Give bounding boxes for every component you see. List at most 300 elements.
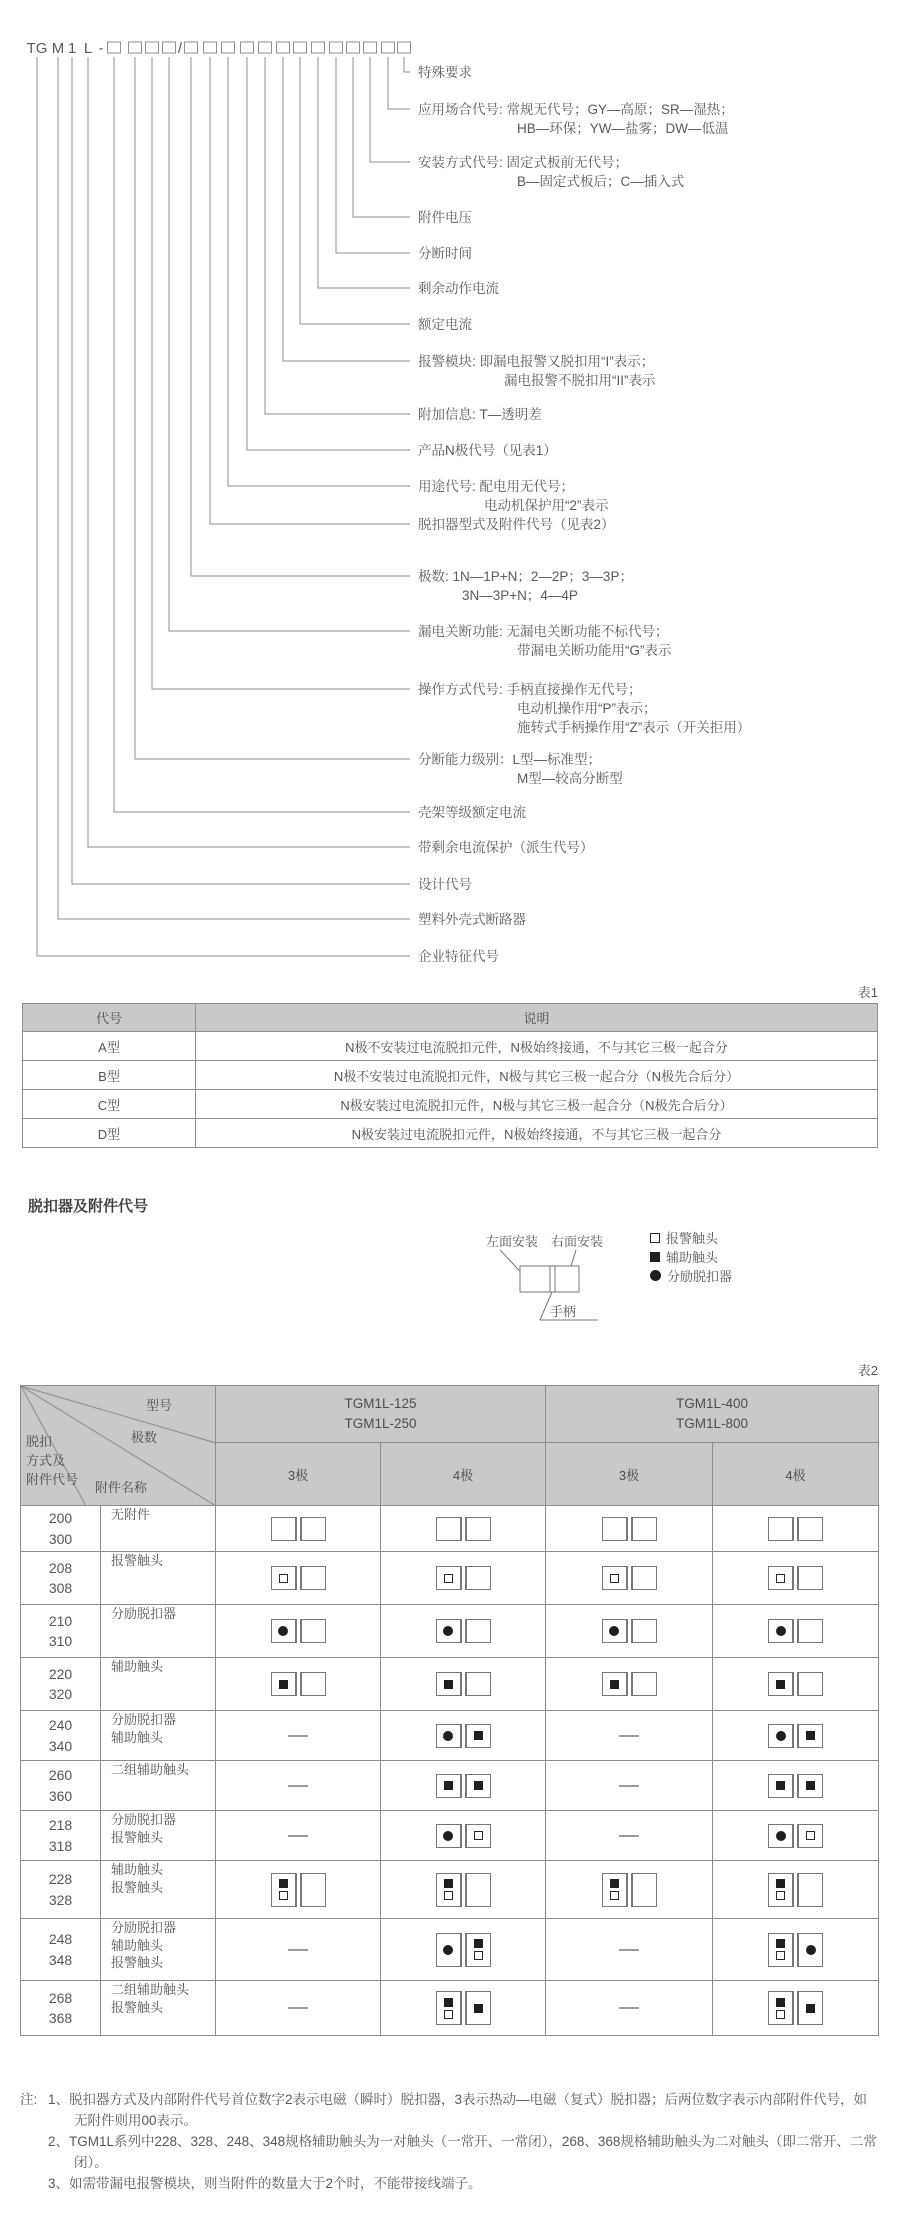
right-mount-box	[555, 1266, 579, 1292]
aux-symbol-icon	[776, 1680, 785, 1689]
diagram-label: B—固定式板后；C—插入式	[517, 174, 685, 189]
diagram-label: M型—较高分断型	[517, 771, 623, 786]
attachment-layout-diagram	[768, 1566, 823, 1590]
aux-symbol-icon	[806, 1781, 815, 1790]
table-row	[23, 1090, 878, 1119]
alarm-symbol-icon	[776, 1891, 785, 1900]
not-available-dash	[288, 1735, 308, 1737]
left-slot-box	[271, 1517, 296, 1541]
left-slot-box	[768, 1724, 793, 1748]
left-slot-box	[436, 1619, 461, 1643]
release-symbol-icon	[443, 1626, 453, 1636]
attachment-name-line: 报警触头	[111, 1553, 164, 1568]
model-box	[347, 42, 360, 53]
diagram-label: 带剩余电流保护（派生代号）	[418, 840, 594, 855]
diagram-label: 分断时间	[418, 246, 472, 261]
alarm-symbol-icon	[444, 1891, 453, 1900]
attachment-layout-diagram	[436, 1774, 491, 1798]
model-box	[294, 42, 307, 53]
diagram-label: 额定电流	[418, 317, 472, 332]
not-available-dash	[288, 1949, 308, 1951]
corner-label: 方式及	[26, 1453, 66, 1468]
attachment-name-line: 辅助触头	[111, 1862, 164, 1877]
left-slot-box	[271, 1672, 296, 1696]
attachment-layout-diagram	[602, 1619, 657, 1643]
alarm-symbol-icon	[444, 1574, 453, 1583]
aux-symbol-icon	[444, 1879, 453, 1888]
attachment-name-line: 报警触头	[111, 1955, 164, 1971]
aux-symbol-icon	[474, 1781, 483, 1790]
leader-line	[37, 57, 410, 956]
attachment-layout-diagram	[768, 1619, 823, 1643]
attachment-name-cell	[101, 1711, 216, 1761]
attachment-code: 248	[48, 1931, 73, 1948]
diagram-label: 极数: 1N—1P+N；2—2P；3—3P；	[418, 569, 633, 584]
symbol-cell	[216, 1552, 381, 1605]
handle-label: 手柄	[550, 1304, 577, 1319]
pole-count-header: 4极	[381, 1443, 546, 1506]
right-slot-box	[466, 1517, 491, 1541]
right-slot-box	[632, 1517, 657, 1541]
release-symbol-icon	[776, 1626, 786, 1636]
code-cell: A型	[23, 1032, 196, 1061]
attachment-code: 348	[48, 1951, 73, 1968]
code-cell: B型	[23, 1061, 196, 1090]
diagram-label: 剩余动作电流	[418, 281, 499, 296]
diagram-label: 附件电压	[418, 210, 472, 225]
model-box	[241, 42, 254, 53]
diagram-label: 应用场合代号: 常规无代号；GY—高原；SR—湿热；	[418, 102, 734, 117]
symbol-cell	[713, 1811, 879, 1861]
diagram-label: 分断能力级别：L型—标准型；	[418, 752, 602, 767]
table1-header: 说明	[196, 1004, 878, 1032]
release-symbol-icon	[443, 1945, 453, 1955]
attachment-name-line: 二组辅助触头	[111, 1982, 190, 1997]
right-slot-box	[798, 1774, 823, 1798]
legend-label: 分励脱扣器	[667, 1269, 733, 1284]
section-title: 脱扣器及附件代号	[28, 1198, 149, 1215]
symbol-cell	[216, 1919, 381, 1981]
attachment-layout-diagram	[768, 1724, 823, 1748]
table-row	[21, 1506, 879, 1552]
attachment-code-cell	[21, 1506, 101, 1552]
release-symbol-icon	[443, 1831, 453, 1841]
right-slot-box	[466, 1566, 491, 1590]
attachment-name-line: 分励脱扣器	[111, 1812, 177, 1827]
model-box	[129, 42, 142, 53]
aux-symbol-icon	[444, 1998, 453, 2007]
attachment-name-cell	[101, 1919, 216, 1981]
attachment-layout-diagram	[602, 1517, 657, 1541]
attachment-name-cell	[101, 1811, 216, 1861]
attachment-code-cell	[21, 1861, 101, 1919]
attachment-layout-diagram	[768, 1933, 823, 1967]
table-row	[23, 1032, 878, 1061]
legend-label: 报警触头	[666, 1231, 719, 1246]
not-available-dash	[619, 1835, 639, 1837]
symbol-cell	[546, 1658, 713, 1711]
alarm-symbol-icon	[444, 2010, 453, 2019]
table-row	[23, 1119, 878, 1148]
table1-header: 代号	[23, 1004, 196, 1032]
attachment-code: 300	[48, 1530, 73, 1547]
attachment-layout-diagram	[436, 1873, 491, 1907]
not-available-dash	[619, 1735, 639, 1737]
model-name: TGM1L-400	[675, 1395, 749, 1411]
attachment-code: 208	[48, 1559, 73, 1576]
table-row	[21, 1811, 879, 1861]
diagram-label: 报警模块: 即漏电报警又脱扣用“I”表示；	[418, 354, 655, 369]
left-slot-box	[602, 1619, 627, 1643]
alarm-symbol-icon	[776, 1574, 785, 1583]
symbol-cell	[713, 1506, 879, 1552]
right-slot-box	[798, 1566, 823, 1590]
attachment-code: 340	[48, 1737, 73, 1754]
symbol-cell	[546, 1506, 713, 1552]
attachment-layout-diagram	[768, 1991, 823, 2025]
aux-symbol-icon	[444, 1680, 453, 1689]
right-slot-box	[466, 1724, 491, 1748]
aux-symbol-icon	[279, 1680, 288, 1689]
symbol-cell	[713, 1711, 879, 1761]
aux-symbol-icon	[610, 1879, 619, 1888]
leader-line	[72, 57, 410, 884]
right-slot-box	[466, 1774, 491, 1798]
aux-symbol-icon	[474, 1939, 483, 1948]
not-available-dash	[619, 2007, 639, 2009]
table2-tag: 表2	[857, 1363, 878, 1378]
alarm-symbol-icon	[279, 1574, 288, 1583]
attachment-layout-diagram	[602, 1566, 657, 1590]
left-slot-box	[436, 1517, 461, 1541]
symbol-cell	[381, 1605, 546, 1658]
diagram-label: 电动机操作用“P”表示；	[517, 701, 657, 716]
notes-items	[48, 2090, 880, 2195]
right-slot-box	[798, 1517, 823, 1541]
attachment-layout-diagram	[768, 1873, 823, 1907]
description-cell: N极不安装过电流脱扣元件，N极始终接通，不与其它三极一起合分	[196, 1032, 878, 1061]
not-available-dash	[619, 1949, 639, 1951]
table2-header-right	[216, 1386, 879, 1506]
symbol-cell	[381, 1711, 546, 1761]
symbol-cell	[713, 1919, 879, 1981]
attachment-name-line: 二组辅助触头	[111, 1762, 190, 1777]
attachment-layout-diagram	[436, 1672, 491, 1696]
left-mount-box	[520, 1266, 550, 1292]
left-slot-box	[602, 1873, 627, 1907]
model-slash: /	[177, 40, 183, 57]
attachment-name-line: 分励脱扣器	[111, 1920, 177, 1935]
attachment-code: 360	[48, 1787, 73, 1804]
diagram-label: 3N—3P+N；4—4P	[462, 588, 578, 603]
attachment-code: 268	[48, 1989, 73, 2006]
leader-line	[283, 57, 410, 361]
attachment-code-cell	[21, 1811, 101, 1861]
symbol-cell	[216, 1811, 381, 1861]
table-row	[21, 1552, 879, 1605]
attachment-name-cell	[101, 1658, 216, 1711]
symbol-cell	[381, 1506, 546, 1552]
right-slot-box	[466, 1873, 491, 1907]
aux-symbol-icon	[474, 1731, 483, 1740]
not-available-dash	[288, 2007, 308, 2009]
aux-symbol-icon	[776, 1939, 785, 1948]
attachment-layout-diagram	[602, 1672, 657, 1696]
symbol-cell	[381, 1658, 546, 1711]
corner-label: 附件名称	[95, 1480, 148, 1495]
attachment-code: 220	[48, 1665, 73, 1682]
aux-symbol-icon	[279, 1879, 288, 1888]
right-slot-box	[301, 1672, 326, 1696]
diagram-label: 附加信息: T—透明差	[418, 407, 542, 422]
right-slot-box	[301, 1873, 326, 1907]
alarm-symbol-icon	[650, 1233, 660, 1243]
attachment-layout-diagram	[436, 1933, 491, 1967]
diagram-label: HB—环保；YW—盐雾；DW—低温	[517, 121, 729, 136]
model-name: TGM1L-250	[344, 1416, 417, 1431]
aux-symbol-icon	[806, 2004, 815, 2013]
right-slot-box	[632, 1619, 657, 1643]
symbol-cell	[216, 1761, 381, 1811]
alarm-symbol-icon	[610, 1574, 619, 1583]
symbol-cell	[546, 1811, 713, 1861]
attachment-name-line: 报警触头	[111, 1829, 164, 1845]
attachment-code-cell	[21, 1552, 101, 1605]
attachment-layout-diagram	[768, 1824, 823, 1848]
left-slot-box	[436, 1724, 461, 1748]
aux-symbol-icon	[474, 2004, 483, 2013]
leader-line	[88, 57, 410, 847]
left-slot-box	[602, 1517, 627, 1541]
legend-item	[650, 1266, 732, 1285]
model-box	[204, 42, 217, 53]
symbol-cell	[546, 1919, 713, 1981]
left-slot-box	[768, 1824, 793, 1848]
left-slot-box	[436, 1933, 461, 1967]
left-slot-box	[271, 1873, 296, 1907]
note-item: 1、脱扣器方式及内部附件代号首位数字2表示电磁（瞬时）脱扣器，3表示热动—电磁（复式）脱扣器；后两位数字表示内部附件代号，如无附件则用00表示。	[48, 2092, 868, 2128]
left-slot-box	[436, 1774, 461, 1798]
left-slot-box	[768, 1566, 793, 1590]
model-box	[398, 42, 411, 53]
release-symbol-icon	[650, 1270, 661, 1281]
table-row	[23, 1061, 878, 1090]
handle-strip	[550, 1266, 555, 1292]
symbol-cell	[713, 1552, 879, 1605]
release-symbol-icon	[609, 1626, 619, 1636]
attachment-code-cell	[21, 1711, 101, 1761]
left-slot-box	[436, 1824, 461, 1848]
attachment-code-cell	[21, 1658, 101, 1711]
attachment-code: 210	[48, 1612, 73, 1629]
alarm-symbol-icon	[474, 1951, 483, 1960]
attachment-layout-diagram	[271, 1873, 326, 1907]
right-slot-box	[301, 1619, 326, 1643]
notes-prefix: 注:	[20, 2092, 38, 2107]
symbol-cell	[546, 1711, 713, 1761]
table-row	[21, 1711, 879, 1761]
attachment-code: 218	[48, 1817, 73, 1834]
diagram-label: 产品N极代号（见表1）	[418, 443, 557, 458]
attachment-layout-diagram	[436, 1619, 491, 1643]
code-cell: D型	[23, 1119, 196, 1148]
left-slot-box	[436, 1566, 461, 1590]
attachment-name-line: 报警触头	[111, 1999, 164, 2015]
symbol-cell	[546, 1861, 713, 1919]
symbol-cell	[713, 1605, 879, 1658]
attachment-name-line: 辅助触头	[111, 1937, 164, 1953]
corner-label: 附件代号	[26, 1472, 79, 1487]
left-slot-box	[436, 1672, 461, 1696]
right-slot-box	[301, 1517, 326, 1541]
alarm-symbol-icon	[776, 2010, 785, 2019]
symbol-cell	[713, 1658, 879, 1711]
right-slot-box	[798, 1873, 823, 1907]
attachment-name-cell	[101, 1605, 216, 1658]
right-mount-label: 右面安装	[551, 1234, 604, 1249]
leader-line	[210, 57, 410, 524]
attachment-name-cell	[101, 1761, 216, 1811]
right-slot-box	[798, 1933, 823, 1967]
left-slot-box	[602, 1672, 627, 1696]
diagram-label: 带漏电关断功能用“G”表示	[517, 643, 672, 658]
left-slot-box	[602, 1566, 627, 1590]
not-available-dash	[619, 1785, 639, 1787]
attachment-code-cell	[21, 1981, 101, 2036]
table-row	[21, 1605, 879, 1658]
left-slot-box	[436, 1873, 461, 1907]
attachment-name-cell	[101, 1861, 216, 1919]
aux-symbol-icon	[776, 1781, 785, 1790]
attachment-layout-diagram	[436, 1824, 491, 1848]
left-slot-box	[768, 1933, 793, 1967]
right-slot-box	[301, 1566, 326, 1590]
attachment-layout-diagram	[271, 1672, 326, 1696]
diagram-label: 企业特征代号	[418, 949, 499, 964]
diagram-label: 操作方式代号: 手柄直接操作无代号；	[418, 682, 642, 697]
symbol-cell	[381, 1861, 546, 1919]
attachment-name-line: 分励脱扣器	[111, 1712, 177, 1727]
model-box	[259, 42, 272, 53]
description-cell: N极安装过电流脱扣元件，N极始终接通，不与其它三极一起合分	[196, 1119, 878, 1148]
pole-count-header: 3极	[546, 1443, 713, 1506]
legend-item	[650, 1247, 732, 1266]
attachment-code: 228	[48, 1871, 73, 1888]
diagram-label: 特殊要求	[418, 65, 472, 80]
attachment-layout-diagram	[436, 1991, 491, 2025]
symbol-cell	[546, 1605, 713, 1658]
right-slot-box	[466, 1824, 491, 1848]
leader-line	[300, 57, 410, 324]
alarm-symbol-icon	[474, 1831, 483, 1840]
leader-line	[336, 57, 410, 253]
attachment-name-line: 无附件	[111, 1507, 151, 1522]
attachment-layout-diagram	[768, 1774, 823, 1798]
leader-line	[114, 57, 410, 812]
model-name: TGM1L-125	[344, 1395, 417, 1411]
symbol-cell	[713, 1981, 879, 2036]
diagram-label: 漏电关断功能: 无漏电关断功能不标代号；	[418, 624, 669, 639]
attachment-name-cell	[101, 1981, 216, 2036]
diagram-label: 设计代号	[418, 877, 472, 892]
description-cell: N极安装过电流脱扣元件，N极与其它三极一起合分（N极先合后分）	[196, 1090, 878, 1119]
aux-symbol-icon	[776, 1998, 785, 2007]
not-available-dash	[288, 1835, 308, 1837]
corner-label: 极数	[131, 1430, 158, 1445]
right-slot-box	[466, 1672, 491, 1696]
attachment-layout-diagram	[271, 1517, 326, 1541]
right-slot-box	[632, 1873, 657, 1907]
aux-symbol-icon	[444, 1781, 453, 1790]
pole-count-header: 3极	[216, 1443, 381, 1506]
right-slot-box	[798, 1672, 823, 1696]
trip-attachment-table	[20, 1385, 879, 2036]
symbol-cell	[216, 1981, 381, 2036]
attachment-code-cell	[21, 1919, 101, 1981]
symbol-cell	[546, 1552, 713, 1605]
notes	[20, 2090, 880, 2195]
aux-symbol-icon	[650, 1252, 660, 1262]
model-name: TGM1L-800	[675, 1416, 749, 1431]
release-symbol-icon	[806, 1945, 816, 1955]
diagram-label: 漏电报警不脱扣用“II”表示	[504, 373, 656, 388]
model-box	[330, 42, 343, 53]
symbol-legend	[650, 1228, 732, 1285]
attachment-layout-diagram	[436, 1566, 491, 1590]
attachment-code-cell	[21, 1605, 101, 1658]
leader-line	[388, 57, 410, 109]
model-char: TG	[26, 40, 48, 57]
table-row	[21, 1761, 879, 1811]
attachment-name-cell	[101, 1552, 216, 1605]
attachment-name-line: 分励脱扣器	[111, 1606, 177, 1621]
model-char: 1	[67, 40, 77, 57]
note-item: 3、如需带漏电报警模块，则当附件的数量大于2个时，不能带接线端子。	[48, 2175, 482, 2191]
model-dash: -	[98, 40, 104, 57]
release-symbol-icon	[776, 1831, 786, 1841]
right-slot-box	[466, 1991, 491, 2025]
left-slot-box	[271, 1619, 296, 1643]
left-slot-box	[768, 1774, 793, 1798]
description-cell: N极不安装过电流脱扣元件，N极与其它三极一起合分（N极先合后分）	[196, 1061, 878, 1090]
symbol-cell	[216, 1711, 381, 1761]
attachment-code: 318	[48, 1837, 73, 1854]
model-group-header	[216, 1386, 546, 1443]
symbol-cell	[546, 1981, 713, 2036]
symbol-cell	[381, 1919, 546, 1981]
right-slot-box	[632, 1672, 657, 1696]
model-group-header	[546, 1386, 879, 1443]
diagram-label: 安装方式代号: 固定式板前无代号；	[418, 155, 629, 170]
model-char: M	[51, 40, 65, 57]
left-slot-box	[436, 1991, 461, 2025]
leader-line	[353, 57, 410, 217]
aux-symbol-icon	[610, 1680, 619, 1689]
leader-line	[404, 57, 410, 72]
note-item: 2、TGM1L系列中228、328、248、348规格辅助触头为一对触头（一常开、一常闭），268、368规格辅助触头为二对触头（即二常开、二常闭）。	[48, 2133, 877, 2170]
diagram-label: 脱扣器型式及附件代号（见表2）	[418, 517, 615, 532]
pole-count-header: 4极	[713, 1443, 879, 1506]
legend-label: 辅助触头	[666, 1250, 719, 1265]
not-available-dash	[288, 1785, 308, 1787]
attachment-code: 328	[48, 1891, 73, 1908]
alarm-symbol-icon	[806, 1831, 815, 1840]
attachment-code-cell	[21, 1761, 101, 1811]
left-slot-box	[768, 1619, 793, 1643]
alarm-symbol-icon	[776, 1951, 785, 1960]
symbol-cell	[216, 1861, 381, 1919]
corner-label: 型号	[146, 1398, 173, 1413]
